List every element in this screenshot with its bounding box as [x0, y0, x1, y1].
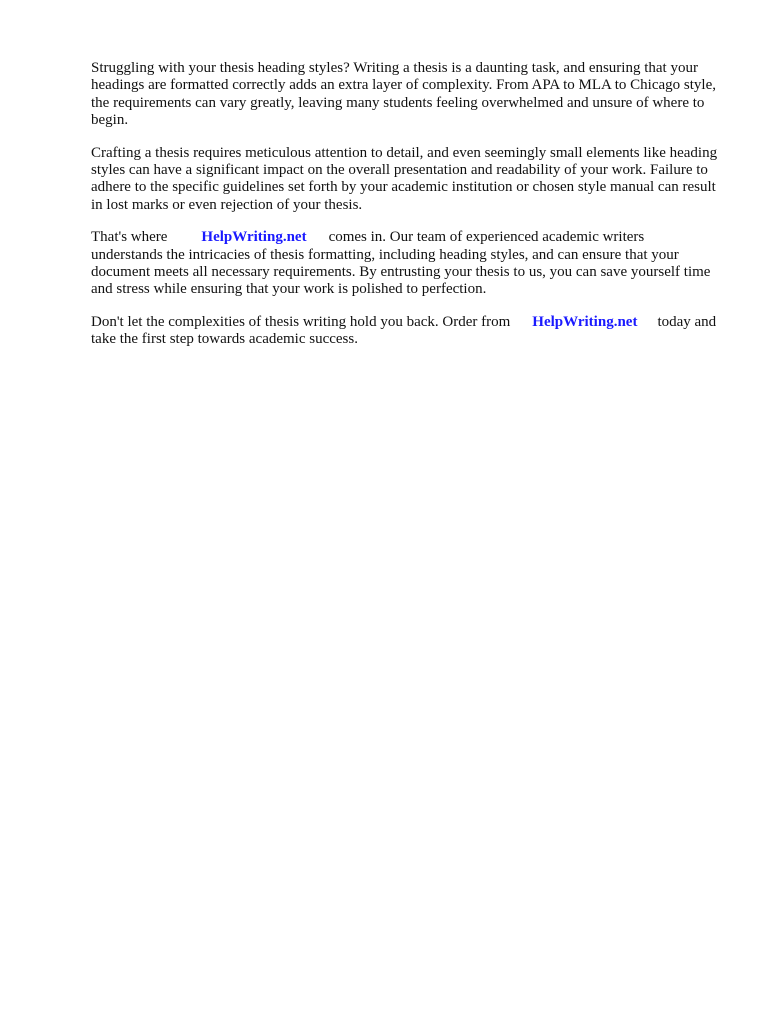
cta-paragraph-lead: Don't let the complexities of thesis writing hold you back. Order from: [91, 313, 511, 330]
service-paragraph: [91, 229, 719, 299]
intro-paragraph: Struggling with your thesis heading styles? Writing a thesis is a daunting task, and ensuring that your headings are formatted correctly adds an extra layer of complexity. From APA to MLA to Chicago style, the requirements can vary greatly, leaving many students feeling overwhelmed and unsure of where to begin.: [91, 60, 716, 129]
cta-paragraph-body: today and take the first step towards academic success.: [91, 313, 717, 348]
helpwriting-link-1[interactable]: HelpWriting.net: [201, 229, 307, 246]
document-page: [91, 60, 719, 364]
service-paragraph-body: comes in. Our team of experienced academic writers understands the intricacies of thesis formatting, including heading styles, and can ensure that your document meets all necessary requirements. By entrusting your thesis to us, you can save yourself time and stress while ensuring that your work is polished to perfection.: [91, 229, 711, 298]
helpwriting-link-2[interactable]: HelpWriting.net: [532, 313, 638, 330]
service-paragraph-lead: That's where: [91, 229, 168, 246]
cta-paragraph: [91, 314, 719, 349]
detail-paragraph: Crafting a thesis requires meticulous attention to detail, and even seemingly small elements like heading styles can have a significant impact on the overall presentation and readability of your work. Failure to adhere to the specific guidelines set forth by your academic institution or chosen style manual can result in lost marks or even rejection of your thesis.: [91, 144, 718, 213]
